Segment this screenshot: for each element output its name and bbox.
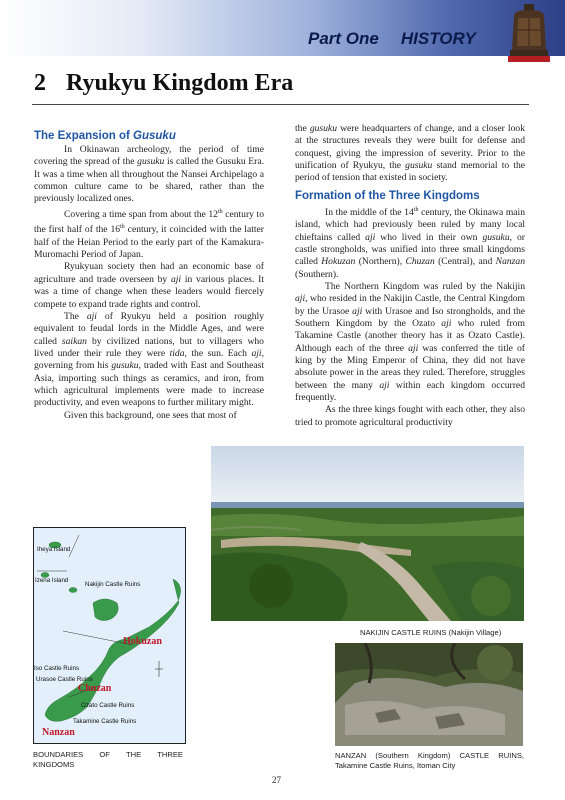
map-region-chuzan: Chuzan bbox=[78, 683, 112, 694]
map-region-hokuzan: Hokuzan bbox=[123, 636, 162, 647]
title-rule bbox=[32, 104, 529, 105]
nakijin-castle-photo bbox=[211, 446, 524, 621]
caption-map: BOUNDARIES OF THE THREE KINGDOMS bbox=[33, 750, 183, 769]
header-section: HISTORY bbox=[400, 29, 476, 48]
paragraph: Ryukyuan society then had an economic base of agriculture and trade overseen by aji in various places. It was a time of change when these leaders would fiercely compete to expand trade rights and control. bbox=[34, 261, 264, 310]
header-band bbox=[0, 0, 565, 56]
left-column bbox=[34, 129, 264, 422]
paragraph: The Northern Kingdom was ruled by the Nakijin aji, who resided in the Nakijin Castle, the Central Kingdom by the Urasoe aji with Urasoe and Iso strongholds, and the Southern Kingdom by the Ozato aji who ruled from Takamine Castle (another theory has it as Ozato Castle). Although each of the three aji was conferred the title of king by the Ming Emperor of China, they did not have absolute power in the areas they ruled. Therefore, struggles between the many aji within each kingdom occurred frequently. bbox=[295, 280, 525, 404]
right-column bbox=[295, 123, 525, 429]
map-label-izena: Izena Island bbox=[35, 577, 69, 584]
map-label-iso: Iso Castle Ruins bbox=[34, 665, 80, 672]
map-label-urasoe: Urasoe Castle Ruins bbox=[36, 676, 93, 683]
chapter-number: 2 bbox=[34, 70, 46, 96]
map-label-takamine: Takamine Castle Ruins bbox=[73, 718, 137, 725]
paragraph: As the three kings fought with each other, they also tried to promote agricultural productivity bbox=[295, 404, 525, 428]
paragraph: In Okinawan archeology, the period of time covering the spread of the gusuku is called the Gusuku Era. It was a time when all throughout the Nansei Archipelago a common culture came to be shared, rather than the previously localized ones. bbox=[34, 144, 265, 205]
section-heading-expansion: The Expansion of Gusuku bbox=[34, 130, 176, 142]
caption-nanzan: NANZAN (Southern Kingdom) CASTLE RUINS, Takamine Castle Ruins, Itoman City bbox=[335, 751, 524, 770]
chapter-title bbox=[34, 70, 293, 97]
temple-bell-icon bbox=[506, 4, 552, 62]
header-title bbox=[308, 29, 476, 49]
map-label-nakijin: Nakijin Castle Ruins bbox=[85, 581, 141, 588]
paragraph: the gusuku were headquarters of change, and a closer look at the structures reveals they were built for defense and conquest, giving the impression of severity. Prior to the unification of Ryukyu, the gusuku stand memorial to the period of tension that existed in society. bbox=[295, 123, 525, 184]
nanzan-castle-photo bbox=[335, 643, 523, 746]
section-heading-three-kingdoms: Formation of the Three Kingdoms bbox=[295, 189, 480, 202]
map-region-nanzan: Nanzan bbox=[42, 727, 75, 738]
map-label-iheya: Iheya Island bbox=[37, 546, 71, 553]
paragraph: Given this background, one sees that most of bbox=[64, 409, 237, 421]
paragraph: The aji of Ryukyu held a position roughly equivalent to feudal lords in the Middle Ages, and were called saikan by civilized nations, but to villagers who lived under their rule they were tida, the sun. Each aji, governing from his gusuku, traded with East and Southeast Asia, importing such things as ceramics, and iron, from which agricultural implements were made to increase productivity, and even weapons to further military might. bbox=[34, 310, 264, 409]
header-part: Part One bbox=[308, 29, 379, 48]
caption-nakijin: NAKIJIN CASTLE RUINS (Nakijin Village) bbox=[360, 628, 502, 637]
chapter-title-text: Ryukyu Kingdom Era bbox=[66, 70, 294, 96]
paragraph: Covering a time span from about the 12th century to the first half of the 16th century, it coincided with the latter half of the Heian Period to the early part of the Kamakura-Muromachi Period of Japan. bbox=[34, 208, 265, 261]
page-number: 27 bbox=[272, 775, 281, 785]
three-kingdoms-map bbox=[33, 527, 186, 744]
map-label-ozato: Ozato Castle Ruins bbox=[81, 702, 135, 709]
paragraph: In the middle of the 14th century, the Okinawa main island, which had previously been ruled by many local chieftains called aji who lived in their own gusuku, or castle strongholds, was unified into three small kingdoms called Hokuzan (Northern), Chuzan (Central), and Nanzan (Southern). bbox=[295, 206, 526, 280]
